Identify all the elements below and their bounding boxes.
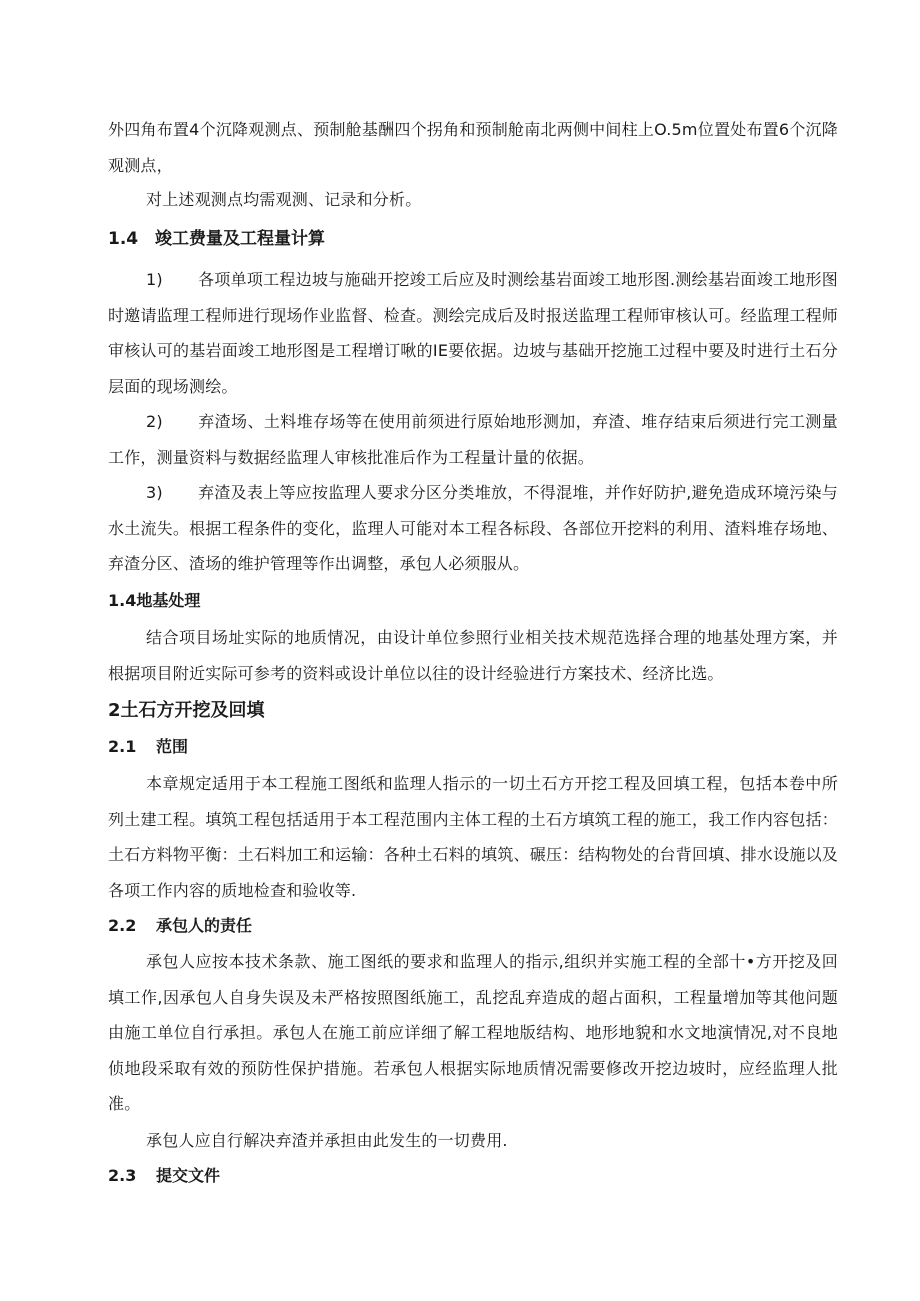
list-marker: 1) — [146, 270, 163, 289]
section-title: 承包人的责任 — [156, 916, 253, 935]
list-marker: 3) — [146, 483, 163, 502]
section-number: 2.2 — [108, 916, 137, 935]
list-item-text: 弃渣及表上等应按监理人要求分区分类堆放，不得混堆，并作好防护,避免造成环境污染与水土流失。根据工程条件的变化，监理人可能对本工程各标段、各部位开挖料的利用、渣料堆存场地、弃渣分区、渣场的维护管理等作出调整，承包人必须服从。 — [108, 483, 838, 573]
paragraph-scope: 本章规定适用于本工程施工图纸和监理人指示的一切土石方开挖工程及回填工程，包括本卷中所列土建工程。填筑工程包括适用于本工程范围内主体工程的土石方填筑工程的施工，我工作内容包括：土石方料物平衡：土石料加工和运输：各种土石料的填筑、碾压：结构物处的台背回填、排水设施以及各项工作内容的质地检查和验收等. — [108, 774, 838, 900]
section-title: 提交文件 — [156, 1166, 221, 1185]
list-item-3 — [108, 475, 838, 582]
heading-section-1-4 — [108, 224, 325, 254]
paragraph-spoil-disposal: 承包人应自行解决弃渣并承担由此发生的一切费用. — [146, 1131, 508, 1150]
section-number: 2.1 — [108, 737, 137, 756]
paragraph-settlement-points: 外四角布置4个沉降观测点、预制舱基酬四个拐角和预制舱南北两侧中间柱上O.5m位置处布置6个沉降观测点， — [108, 120, 838, 175]
section-title: 范围 — [156, 737, 189, 756]
heading-foundation-treatment: 1.4地基处理 — [108, 591, 201, 610]
heading-chapter-2: 2土石方开挖及回填 — [108, 700, 265, 721]
section-number: 1.4 — [108, 229, 139, 249]
heading-section-2-1 — [108, 732, 188, 762]
paragraph-foundation-treatment: 结合项目场址实际的地质情况，由设计单位参照行业相关技术规范选择合理的地基处理方案，并根据项目附近实际可参考的资料或设计单位以往的设计经验进行方案技术、经济比选。 — [108, 628, 838, 683]
list-item-1 — [108, 262, 838, 404]
heading-section-2-2 — [108, 911, 252, 941]
list-item-2 — [108, 404, 838, 475]
list-item-text: 各项单项工程边坡与施础开挖竣工后应及时测绘基岩面竣工地形图.测绘基岩面竣工地形图时邀请监理工程师进行现场作业监督、检查。测绘完成后及时报送监理工程师审核认可。经监理工程师审核认可的基岩面竣工地形图是工程增订啾的IE要依据。边坡与基础开挖施工过程中要及时进行土石分层面的现场测绘。 — [108, 270, 838, 396]
list-marker: 2) — [146, 412, 163, 431]
section-number: 2.3 — [108, 1166, 137, 1185]
list-item-text: 弃渣场、土料堆存场等在使用前须进行原始地形测加，弃渣、堆存结束后须进行完工测量工作，测量资料与数据经监理人审核批准后作为工程量计量的依据。 — [108, 412, 838, 467]
section-title: 竣工费量及工程量计算 — [155, 229, 325, 249]
heading-section-2-3 — [108, 1161, 220, 1191]
paragraph-contractor-responsibility: 承包人应按本技术条款、施工图纸的要求和监理人的指示,组织并实施工程的全部十•方开挖及回填工作,因承包人自身失误及未严格按照图纸施工，乱挖乱弃造成的超占面积，工程量增加等其他问题由施工单位自行承担。承包人在施工前应详细了解工程地版结构、地形地貌和水文地演情况,对不良地侦地段采取有效的预防性保护措施。若承包人根据实际地质情况需要修改开挖边坡时，应经监理人批准。 — [108, 952, 838, 1113]
paragraph-observation: 对上述观测点均需观测、记录和分析。 — [146, 190, 422, 209]
